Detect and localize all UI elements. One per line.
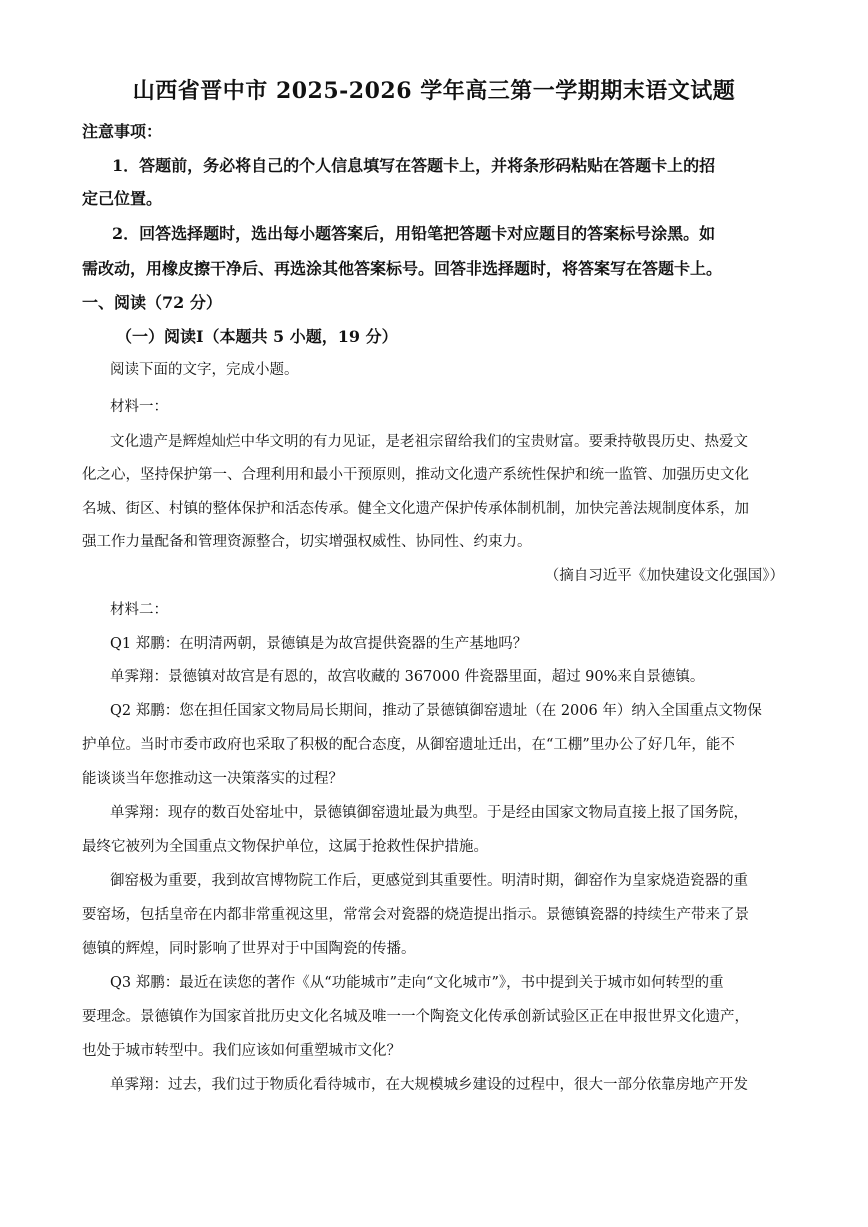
material1-line1: 文化遗产是辉煌灿烂中华文明的有力见证，是老祖宗留给我们的宝贵财富。要秉持敬畏历史、热爱文 <box>110 434 748 450</box>
paragraph3-line1: 御窑极为重要，我到故宫博物院工作后，更感觉到其重要性。明清时期，御窑作为皇家烧造瓷器的重 <box>110 873 748 889</box>
question1: Q1 郑鹏：在明清两朝，景德镇是为故宫提供瓷器的生产基地吗？ <box>110 636 528 652</box>
notice-item2-line2: 需改动，用橡皮擦干净后、再选涂其他答案标号。回答非选择题时，将答案写在答题卡上。 <box>82 259 723 278</box>
answer2-line2: 最终它被列为全国重点文物保护单位，这属于抢救性保护措施。 <box>82 839 488 855</box>
material1-line4: 强工作力量配备和管理资源整合，切实增强权威性、协同性、约束力。 <box>82 534 532 550</box>
section-heading: 一、阅读（72 分） <box>82 293 222 312</box>
notice-item1-line1: 1．答题前，务必将自己的个人信息填写在答题卡上，并将条形码粘贴在答题卡上的招 <box>112 156 716 175</box>
material1-line3: 名城、街区、村镇的整体保护和活态传承。健全文化遗产保护传承体制机制，加快完善法规制度体系，加 <box>82 501 749 517</box>
answer3-line1: 单霁翔：过去，我们过于物质化看待城市，在大规模城乡建设的过程中，很大一部分依靠房地产开发 <box>110 1077 748 1093</box>
notice-item2-line1: 2．回答选择题时，选出每小题答案后，用铅笔把答题卡对应题目的答案标号涂黑。如 <box>112 224 716 243</box>
notice-heading: 注意事项： <box>82 122 163 141</box>
question3-line1: Q3 郑鹏：最近在读您的著作《从“功能城市”走向“文化城市”》，书中提到关于城市如何转型的重 <box>110 975 724 991</box>
question2-line3: 能谈谈当年您推动这一决策落实的过程？ <box>82 771 343 787</box>
material1-line2: 化之心，坚持保护第一、合理利用和最小干预原则，推动文化遗产系统性保护和统一监管、加强历史文化 <box>82 467 749 483</box>
question2-line1: Q2 郑鹏：您在担任国家文物局局长期间，推动了景德镇御窑遗址（在 2006 年）纳入全国重点文物保 <box>110 703 762 719</box>
paragraph3-line3: 德镇的辉煌，同时影响了世界对于中国陶瓷的传播。 <box>82 941 416 957</box>
question3-line2: 要理念。景德镇作为国家首批历史文化名城及唯一一个陶瓷文化传承创新试验区正在申报世界文化遗产， <box>82 1009 749 1025</box>
material1-source: （摘自习近平《加快建设文化强国》） <box>544 568 784 584</box>
notice-item1-line2: 定己位置。 <box>82 189 163 208</box>
question2-line2: 护单位。当时市委市政府也采取了积极的配合态度，从御窑遗址迁出，在“工棚”里办公了好几年，能不 <box>82 737 735 753</box>
paragraph3-line2: 要窑场，包括皇帝在内都非常重视这里，常常会对瓷器的烧造提出指示。景德镇瓷器的持续生产带来了景 <box>82 907 749 923</box>
page-title: 山西省晋中市 2025-2026 学年高三第一学期期末语文试题 <box>132 78 736 104</box>
material2-label: 材料二： <box>110 602 168 618</box>
instruction-text: 阅读下面的文字，完成小题。 <box>110 362 299 378</box>
answer1: 单霁翔：景德镇对故宫是有恩的，故宫收藏的 367000 件瓷器里面，超过 90%来自景德镇。 <box>110 669 705 685</box>
material1-label: 材料一： <box>110 399 168 415</box>
subsection-heading: （一）阅读Ⅰ（本题共 5 小题，19 分） <box>116 327 398 346</box>
question3-line3: 也处于城市转型中。我们应该如何重塑城市文化？ <box>82 1043 401 1059</box>
answer2-line1: 单霁翔：现存的数百处窑址中，景德镇御窑遗址最为典型。于是经由国家文物局直接上报了国务院， <box>110 805 748 821</box>
